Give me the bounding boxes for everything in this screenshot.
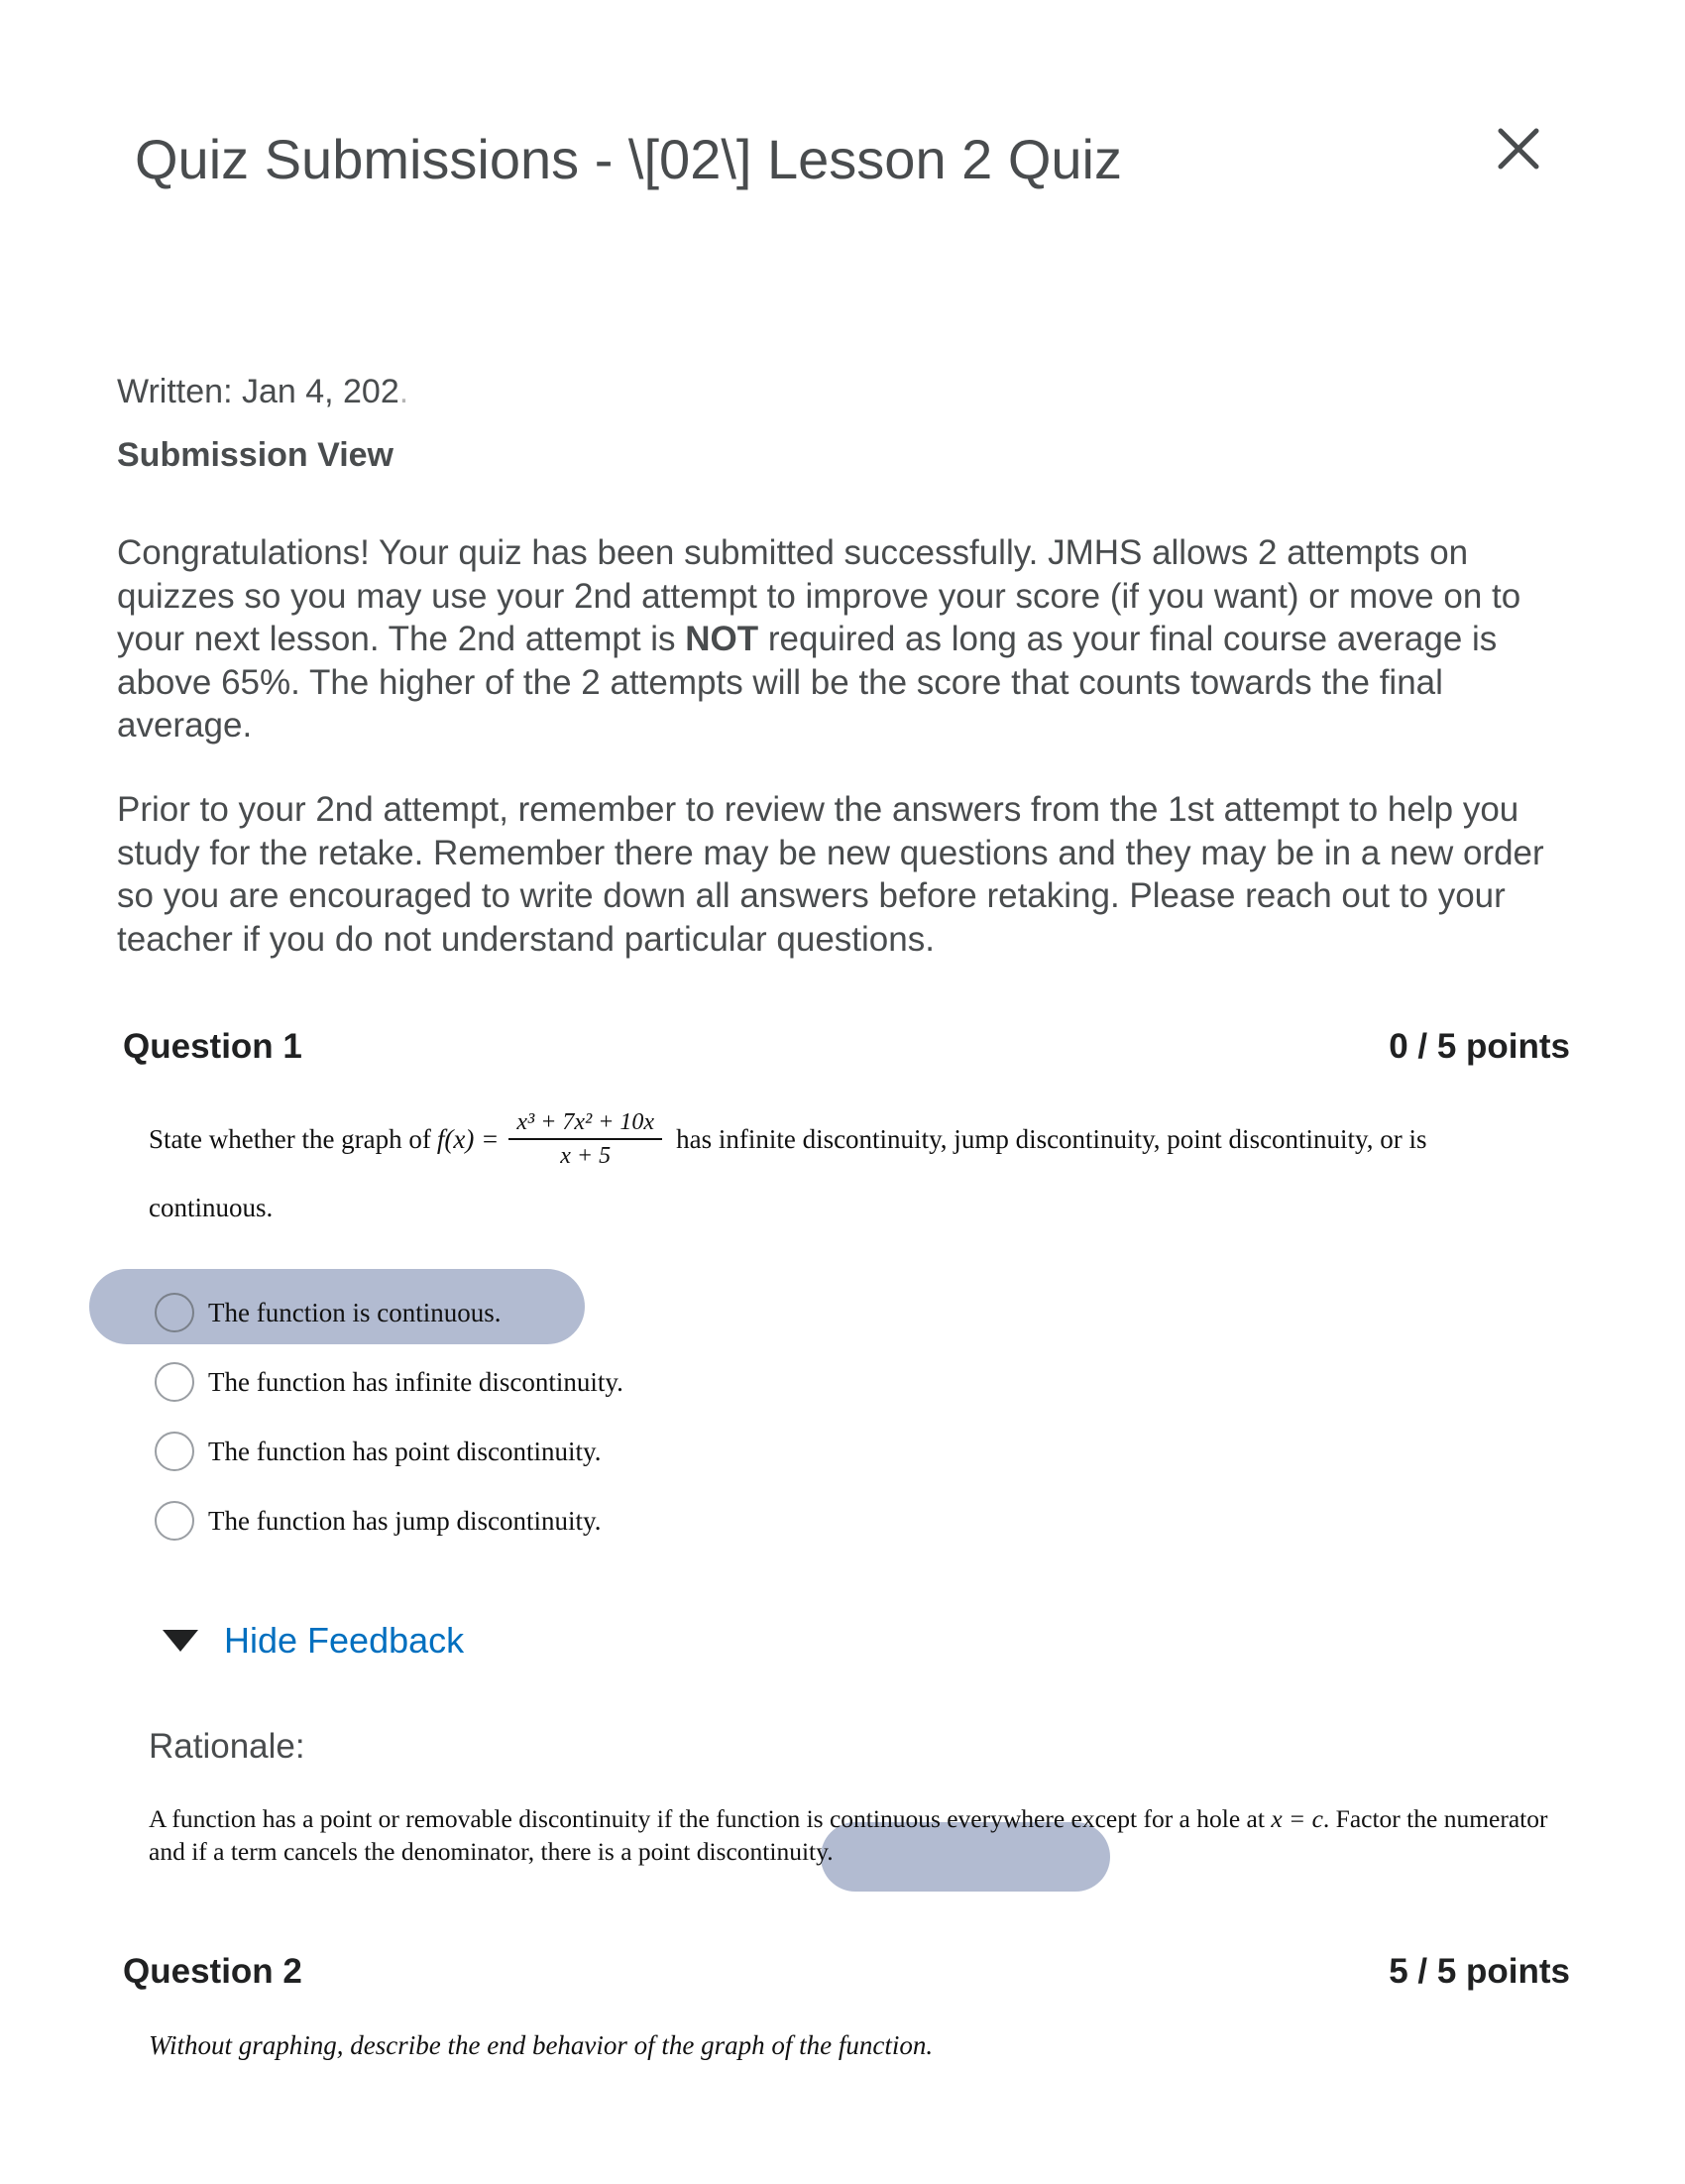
radio-button-selected[interactable] (155, 1293, 194, 1332)
page-title: Quiz Submissions - \[02\] Lesson 2 Quiz (135, 128, 1122, 190)
fraction-numerator: x³ + 7x² + 10x (508, 1108, 662, 1140)
option-label: The function is continuous. (208, 1297, 502, 1327)
radio-button[interactable] (155, 1362, 194, 1402)
prompt-line-2: continuous. (149, 1193, 274, 1222)
option-label: The function has point discontinuity. (208, 1436, 602, 1466)
rationale-equation: x = c (1271, 1804, 1323, 1833)
written-date-trailing: . (398, 373, 409, 410)
rationale-text-b: . Factor the numerator and if a term cancels the denominator, there is a point discontinuity. (149, 1804, 1548, 1866)
intro-p1-bold: NOT (685, 620, 759, 658)
close-icon (1487, 117, 1550, 180)
rationale-text (149, 1802, 1566, 1868)
intro-p1-text-b: required as long as your final course average is above 65%. The higher of the 2 attempts will be the score that counts towards the final average. (117, 620, 1498, 745)
question-1-header (123, 1027, 1570, 1067)
question-1-prompt (149, 1108, 1576, 1227)
prompt-after: has infinite discontinuity, jump discontinuity, point discontinuity, or is (676, 1124, 1427, 1154)
caret-down-icon (163, 1630, 198, 1652)
question-2-prompt: Without graphing, describe the end behavior of the graph of the function. (149, 2030, 934, 2060)
answer-option-3[interactable] (155, 1432, 601, 1471)
function-fraction (508, 1108, 662, 1170)
option-label: The function has jump discontinuity. (208, 1505, 602, 1536)
written-date-text: Written: Jan 4, 202 (117, 373, 399, 410)
answer-option-2[interactable] (155, 1362, 623, 1402)
radio-button[interactable] (155, 1432, 194, 1471)
close-button[interactable] (1487, 117, 1550, 180)
radio-button[interactable] (155, 1501, 194, 1541)
intro-paragraph-1 (117, 531, 1584, 747)
rationale-text-a: A function has a point or removable discontinuity if the function is continuous everywhere except for a hole at (149, 1804, 1272, 1833)
question-2-label: Question 2 (123, 1952, 302, 1991)
intro-paragraph-2: Prior to your 2nd attempt, remember to review the answers from the 1st attempt to help you study for the retake. Remember there may be new questions and they may be in a new order so you are encouraged to write down all answers before retaking. Please reach out to your teacher if you do not understand particular questions. (117, 790, 1544, 959)
function-name: f(x) = (436, 1124, 500, 1154)
submission-view-heading: Submission View (117, 436, 394, 474)
hide-feedback-link[interactable]: Hide Feedback (224, 1620, 465, 1661)
fraction-denominator: x + 5 (560, 1143, 612, 1169)
question-1-points: 0 / 5 points (1389, 1027, 1570, 1066)
answer-option-4[interactable] (155, 1501, 601, 1541)
rationale-heading: Rationale: (149, 1727, 305, 1766)
question-2-header (123, 1952, 1570, 1992)
question-2-points: 5 / 5 points (1389, 1952, 1570, 1991)
hide-feedback-toggle[interactable] (163, 1620, 464, 1662)
intro-p1-text-a: Congratulations! Your quiz has been submitted successfully. JMHS allows 2 attempts on quizzes so you may use your 2nd attempt to improve your score (if you want) or move on to your next lesson. The 2nd attempt is (117, 533, 1521, 658)
written-date (117, 373, 408, 411)
answer-option-1[interactable] (155, 1293, 501, 1332)
prompt-before: State whether the graph of (149, 1124, 431, 1154)
option-label: The function has infinite discontinuity. (208, 1366, 623, 1397)
question-1-label: Question 1 (123, 1027, 302, 1066)
